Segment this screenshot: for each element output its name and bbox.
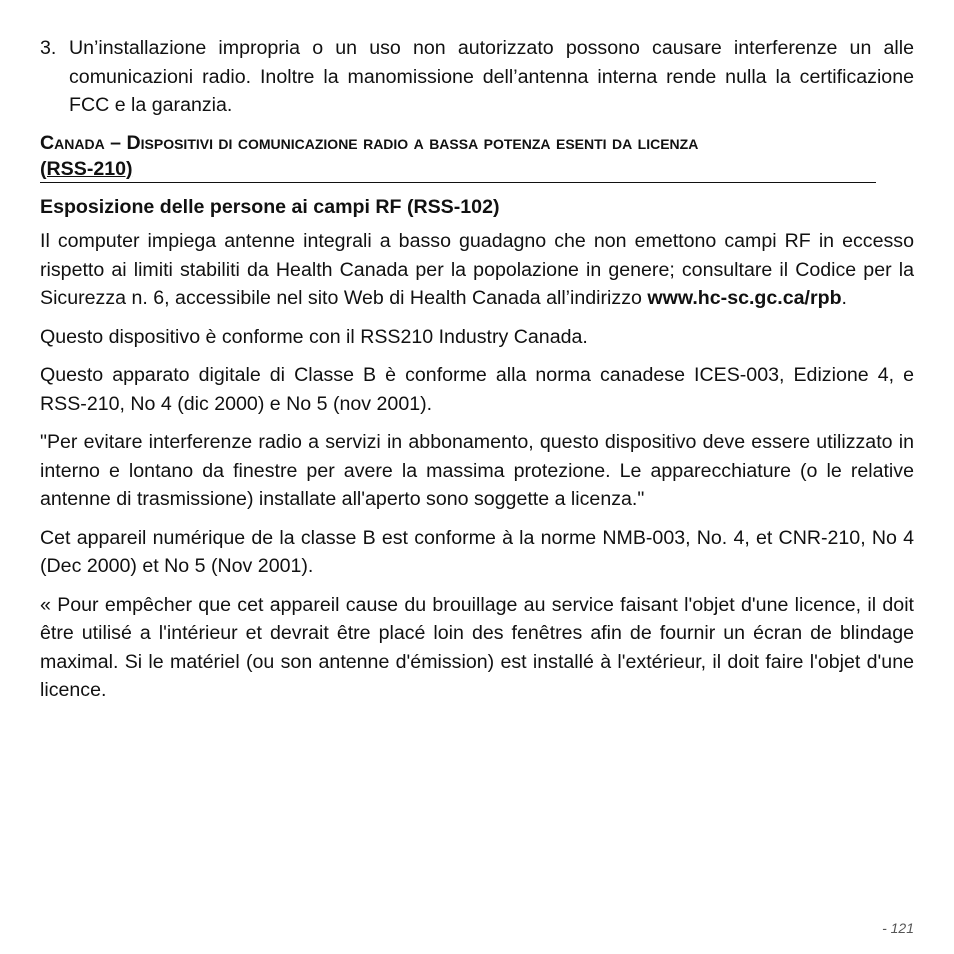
paragraph-interference-fr: « Pour empêcher que cet appareil cause du brouillage au service faisant l'objet d'une licence, il doit être utilisé a l'intérieur et devrait être placé loin des fenêtres afin de fournir un écran de blindage maximal. Si le matériel (ou son antenne d'émission) est installé à l'extérieur, il doit faire l'objet d'une licence. (40, 593, 914, 701)
paragraph-ices003: Questo apparato digitale di Classe B è conforme alla norma canadese ICES-003, Edizione 4, e RSS-210, No 4 (dic 2000) e No 5 (nov 2001). (40, 364, 914, 415)
section-heading (40, 130, 876, 183)
section-heading-line2: (RSS-210) (40, 157, 133, 180)
health-canada-link[interactable]: www.hc-sc.gc.ca/rpb (647, 287, 842, 309)
paragraph-rss210: Questo dispositivo è conforme con il RSS210 Industry Canada. (40, 325, 588, 348)
paragraph-rf-exposure-end: . (841, 287, 847, 309)
list-item-text: Un’installazione impropria o un uso non autorizzato possono causare interferenze un alle comunicazioni radio. Inoltre la manomissione dell’antenna interna rende nulla la certificazione FCC e la garanzia. (69, 37, 914, 116)
list-item-number: 3. (40, 37, 57, 59)
section-heading-line1: Canada – Dispositivi di comunicazione radio a bassa potenza esenti da licenza (40, 131, 699, 154)
paragraph-rf-exposure-text: Il computer impiega antenne integrali a basso guadagno che non emettono campi RF in eccesso rispetto ai limiti stabiliti da Health Canada per la popolazione in genere; consultare il Codice per la Sicurezza n. 6, accessibile nel sito Web di Health Canada all’indirizzo (40, 230, 914, 309)
sub-heading: Esposizione delle persone ai campi RF (RSS-102) (40, 195, 500, 218)
document-body (40, 34, 914, 715)
page-number: - 121 (882, 920, 914, 936)
numbered-list-item (40, 34, 914, 120)
paragraph-interference-it: "Per evitare interferenze radio a servizi in abbonamento, questo dispositivo deve essere utilizzato in interno e lontano da finestre per avere la massima protezione. Le apparecchiature (o le relative antenne di trasmissione) installate all'aperto sono soggette a licenza." (40, 431, 914, 510)
paragraph-nmb003-fr: Cet appareil numérique de la classe B est conforme à la norme NMB-003, No. 4, et CNR-210, No 4 (Dec 2000) et No 5 (Nov 2001). (40, 526, 914, 577)
paragraph-rf-exposure (40, 227, 914, 313)
